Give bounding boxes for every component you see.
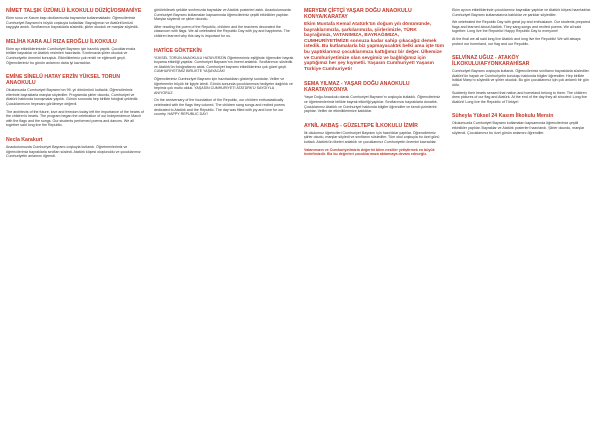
section-text: Öğrencilerimiz Cumhuriyet Bayramı için hazırladıkları gösteriyi sundular. Veliler ve öğretmenler büyük bir ilgiyle izledi. Günün sonunda çocuklarımıza hediyeler dağıtıldı ve hepimiz çok mutlu olduk. YAŞASIN CUMHURİYET! ATATÜRK'Ü SAYGIYLA ANIYORUZ. xyxy=(154,76,293,95)
section-heading: Süheyla Yüksel 24 Kasım İlkokulu Mersin xyxy=(452,113,554,120)
section-heading: SEMA YILMAZ - YAŞAR DOĞU ANAOKULU KARATAY/KONYA xyxy=(304,81,410,94)
section-text: Okulumuzda Cumhuriyet Bayramı kutlamaları kapsamında öğrencilerimiz çeşitli etkinlikler yaptılar. Bayraklar ve Atatürk posterleri hazırlandı. Şiirler okundu, marşlar söylendi. Çocuklarımız bu özel günün anlamını öğrendiler. xyxy=(452,121,585,135)
section-heading: AYNİL AKBAŞ - GÜZELTEPE İLKOKULU İZMİR xyxy=(304,122,418,129)
section-text: görülebilecek şekilde sınıfımızda bayraklar ve Atatürk posterleri astık. Anaokulumuzda Cumhuriyet Bayramı kutlamaları kapsamında öğrencilerimiz çeşitli etkinlikler yaptılar. Marşlar söylendi ve şiirler okundu. xyxy=(154,8,291,22)
section-text: YÜKSEL TORUN ANAOKULU HATAY/ERZİN Öğretmenimiz eşliğinde öğrenciler bayrak boyama etkinliği yaptılar. Cumhuriyet Bayramı'nın önemi anlatıldı. Sınıflarımızı süsledik ve Atatürk'ün fotoğraflarını astık. Cumhuriyet bayramı etkinliklerimiz çok güzel geçti. CUMHURİYETİMİZ BİRLİKTE YAŞAYACAK! xyxy=(154,55,294,74)
highlight-text: Vatanımızın ve Cumhuriyetimizin değerini bilen nesiller yetiştirmek en büyük hedefimizdir. Biz bu değerleri çocuklarımıza aktarmaya devam edeceğiz. xyxy=(304,147,435,157)
section-heading: HATİCE GÖKTEKİN xyxy=(154,47,202,54)
section-text: On the anniversary of the foundation of the Republic, our children enthusiastically celebrated with the flags they colored. The children sang songs and recited poems dedicated to Atatürk and the Republic. The day was filled with joy and love for our country. HAPPY REPUBLIC DAY! xyxy=(154,98,285,117)
section-text: Ekim ayı etkinliklerimizde Cumhuriyet Bayramı için hazırlık yaptık. Çocuklarımızla birlikte bayraklar ve Atatürk resimleri hazırladık. Sınıfımızda şiirler okuduk ve Cumhuriyetin önemini konuştuk. Etkinliklerimiz çok renkli ve eğlenceli geçti. Öğrencilerimiz bu günün anlamını daha iyi kavradılar. xyxy=(6,46,136,65)
section-text: Anaokulumuzda Cumhuriyet Bayramı coşkuyla kutlandı. Öğretmenlerimiz ve öğrencilerimiz bayraklarla sınıfları süsledi. Atatürk köşesi oluşturuldu ve çocuklarımız Cumhuriyetin anlamını öğrendi. xyxy=(6,144,141,159)
section-heading: Necla Karakurt xyxy=(6,136,43,143)
section-text: Okulumuzda Cumhuriyet Bayramı'nın 99. yıl dönümünü kutladık. Öğrencilerimiz ellerinde bayraklarla marşlar söylediler. Programda şiirler okundu, Cumhuriyet ve Atatürk hakkında konuşmalar yapıldı. Günün sonunda hep birlikte fotoğraf çektirdik. Çocuklarımızın heyecanı görülmeye değerdi. xyxy=(6,88,139,106)
section-text: İlk okulumuz öğrencileri Cumhuriyet Bayramı için hazırlıklar yaptılar. Öğrencilerimiz şiirler okudu, marşlar söyledi ve sınıflarını süslediler. Tüm okul coşkuyla bu özel günü kutladı. Atatürk'ün ilkeleri anlatıldı ve çocuklarımız Cumhuriyetin önemini kavradılar. xyxy=(304,130,440,144)
highlight-text: Ekim Mustafa Kemal Atatürk'ün doğum yılı dönümünde, bayraklarımızla, şarkılarımızla, şiirlerimizle, TÜRK bayrağımızı, VATANIMIZA, BAYRAĞIMIZA, CUMHURİYETİMİZE sonsuza kadar sahip çıkacağız demek istedik. Bu kutlamalarla biz yapmayacaktık belki ama işte tüm bu yaptıklarımız çocuklarımıza kattığımız bir değer. Ülkemize ve Cumhuriyetimize olan sevgimiz ve bağlılığımız için yaptığımız her şey kıymetli. Yaşasın Cumhuriyet! Yaşasın Türkiye Cumhuriyeti! xyxy=(304,22,444,72)
column-2 xyxy=(154,8,294,120)
column-3 xyxy=(304,8,444,160)
section-text: We celebrated the Republic Day with great joy and enthusiasm. Our students prepared flags and learned about Atatürk. They sang songs and recited poems. We all said together: Long live the Republic! Happy Republic Day to everyone! xyxy=(452,20,590,34)
section-text: The architects of the future, love and freedom today left the importance of the hearts of the children's hearts. The program began the celebration of our Independence March with the flags and the songs. Our students performed poems and dances. We all together said long live the Republic. xyxy=(6,109,144,128)
section-heading: SELVİNAZ UĞUZ - ATAKÖY İLKOKULU/AFYONKARAHİSAR xyxy=(452,55,530,68)
section-text: Ekim sonu ve Kasım başı okullarımızda bayramlar kutlanmaktadır. Öğrencilerimiz Cumhuriyet Bayramı'nı büyük coşkuyla kutladılar. Bayrağımızı ve Atatürk'ümüzü saygıyla andık. Sınıflarımızı bayraklarla süsledik, şiirler okuduk ve marşlar söyledik. xyxy=(6,16,139,30)
section-text: Cumhuriyet Bayramı coşkuyla kutlandı. Öğrencilerimiz sınıflarını bayraklarla süslediler. Atatürk'ün hayatı ve Cumhuriyetin kuruluşu hakkında bilgiler öğrendiler. Hep birlikte İstiklal Marşı'nı söyledik ve şiirler okuduk. Bu gün çocuklarımız için çok anlamlı bir gün oldu. xyxy=(452,69,590,87)
section-text: At the final we all said long live Atatürk and long live the Republic! We will always protect our homeland, our flag and our Republic. xyxy=(452,36,581,46)
section-heading: EMİNE SİNELÜ HATAY ERZİN YÜKSEL TORUN ANAOKULU xyxy=(6,74,120,87)
section-text: After reading the poem of the Republic, children and the teachers decorated the classroom with flags. We all celebrated the Republic Day with joy and happiness. The children learned why this day is important for us. xyxy=(154,24,290,38)
column-4 xyxy=(452,8,592,138)
section-heading: NİMET TALŞIK ÜZÜMLÜ İLKOKULU DÜZİÇİ/OSMANİYE xyxy=(6,8,142,14)
section-text: Yaşar Doğu Anaokulu olarak Cumhuriyet Bayramı'nı coşkuyla kutladık. Öğrencilerimiz ve öğretmenlerimiz birlikte bayrak etkinliği yaptılar. Sınıflarımızı bayraklarla donattık. Çocuklarımız Atatürk ve Cumhuriyet hakkında bilgiler öğrendiler ve kendi çizimlerini yaptılar. Veliler de etkinliklerimize katıldılar. xyxy=(304,95,441,114)
column-1 xyxy=(6,8,146,162)
section-text: Ekim ayının etkinliklerinde çocuklarımız bayraklar yaptılar ve Atatürk köşesi hazırladılar. Cumhuriyet Bayramı kutlamalarına katıldılar ve şarkılar söylediler. xyxy=(452,8,592,17)
section-text: Suddenly their hearts sensed that nation and homeland belong to them. The children drew pictures of our flag and Atatürk. At the end of the day they all shouted: Long live Atatürk! Long live the Republic of Türkiye! xyxy=(452,90,588,104)
section-heading: MERYEM ÇİFTÇİ YAŞAR DOĞU ANAOKULU KONYA/KARATAY xyxy=(304,8,412,20)
section-heading: MELİHA KARA ALİ RIZA EROĞLU İLKOKULU xyxy=(6,38,117,45)
